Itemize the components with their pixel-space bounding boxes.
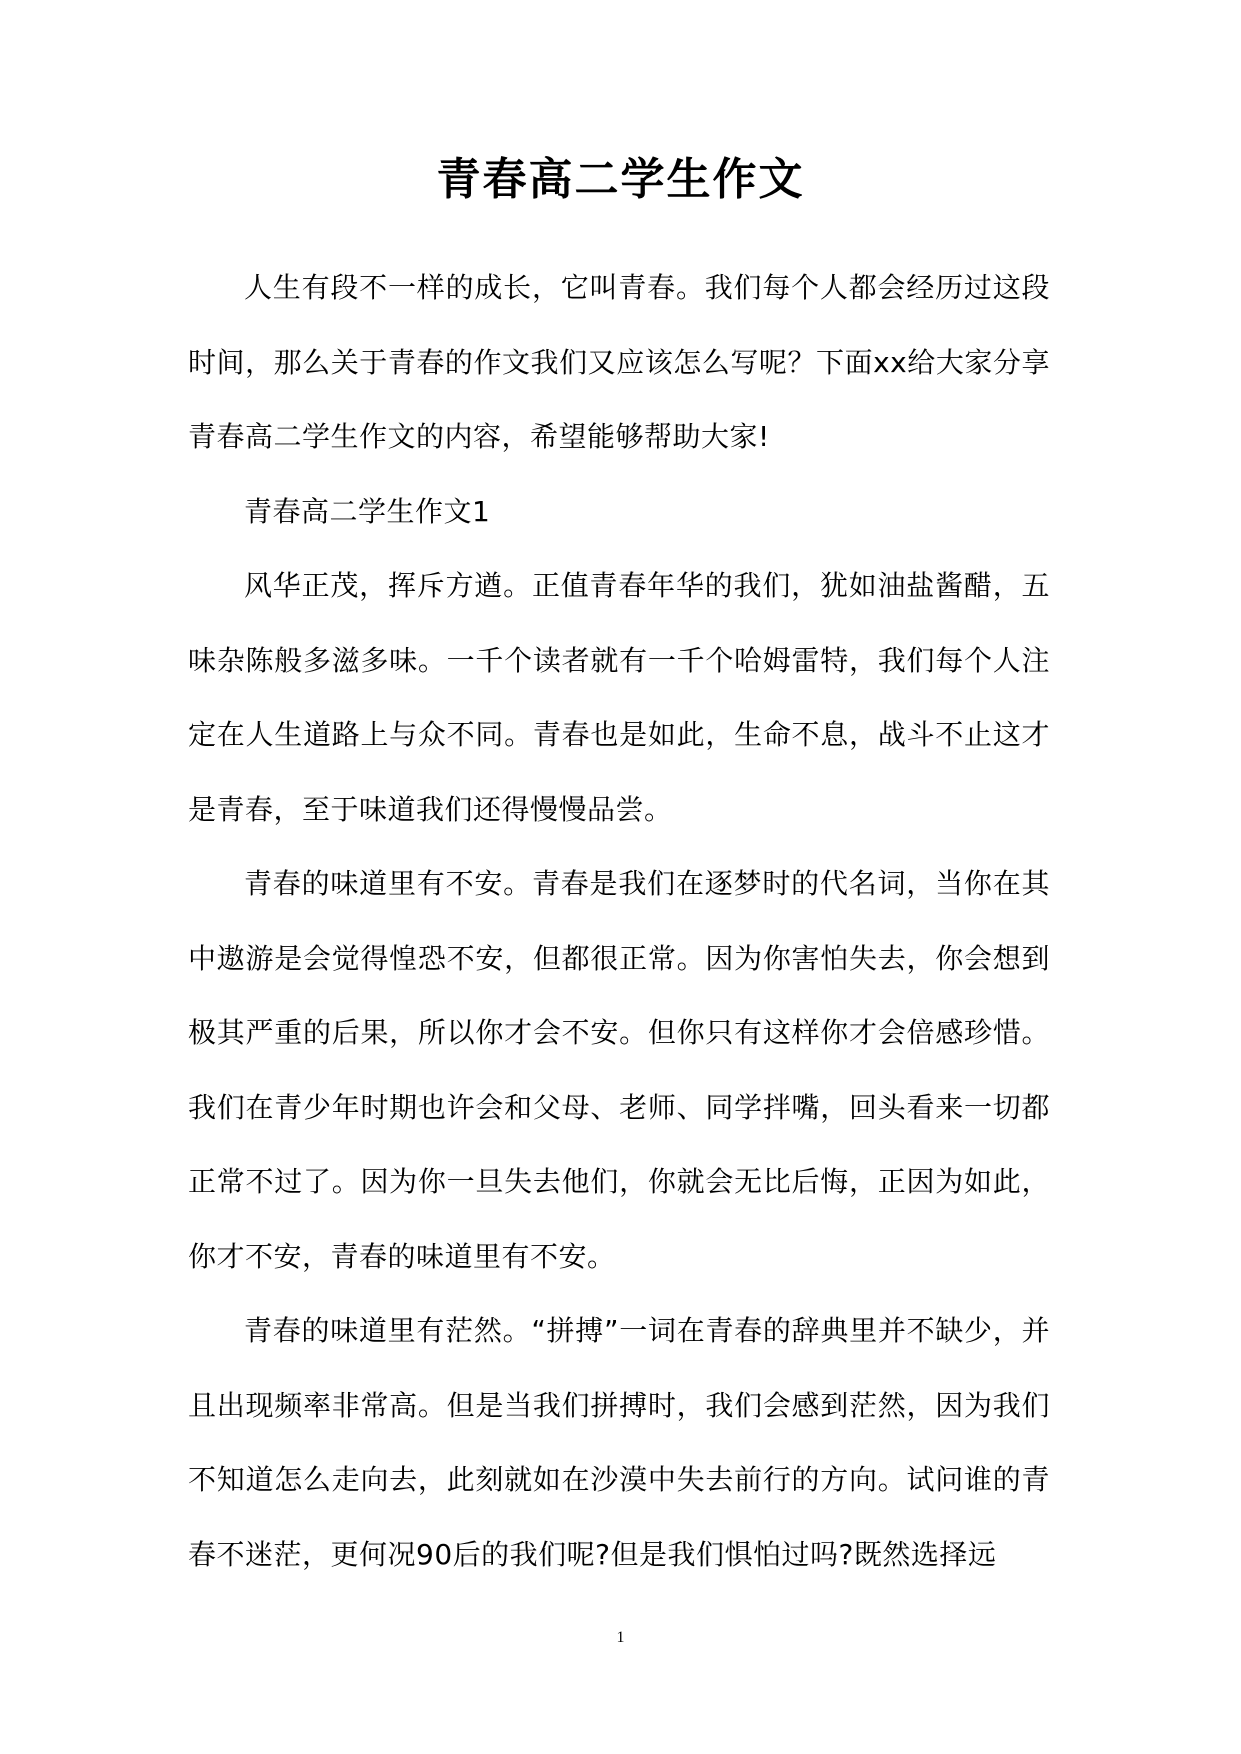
- document-title: 青春高二学生作文: [436, 154, 805, 205]
- page-number: 1: [616, 1629, 625, 1646]
- paragraph-2: 青春的味道里有不安。青春是我们在逐梦时的代名词，当你在其中遨游是会觉得惶恐不安，但都很正常。因为你害怕失去，你会想到极其严重的后果，所以你才会不安。但你只有这样你才会倍感珍惜。我们在青少年时期也许会和父母、老师、同学拌嘴，回头看来一切都正常不过了。因为你一旦失去他们，你就会无比后悔，正因为如此，你才不安，青春的味道里有不安。: [188, 867, 1050, 1273]
- paragraph-intro: 人生有段不一样的成长，它叫青春。我们每个人都会经历过这段时间，那么关于青春的作文我们又应该怎么写呢？下面xx给大家分享青春高二学生作文的内容，希望能够帮助大家!: [188, 271, 1050, 453]
- paragraph-3: 青春的味道里有茫然。“拼搏”一词在青春的辞典里并不缺少，并且出现频率非常高。但是当我们拼搏时，我们会感到茫然，因为我们不知道怎么走向去，此刻就如在沙漠中失去前行的方向。试问谁的青春不迷茫，更何况90后的我们呢?但是我们惧怕过吗?既然选择远: [188, 1314, 1050, 1571]
- paragraph-1: 风华正茂，挥斥方遒。正值青春年华的我们，犹如油盐酱醋，五味杂陈般多滋多味。一千个读者就有一千个哈姆雷特，我们每个人注定在人生道路上与众不同。青春也是如此，生命不息，战斗不止这才是青春，至于味道我们还得慢慢品尝。: [188, 569, 1050, 826]
- document-body: [188, 251, 1050, 1592]
- section-heading: 青春高二学生作文1: [244, 494, 491, 528]
